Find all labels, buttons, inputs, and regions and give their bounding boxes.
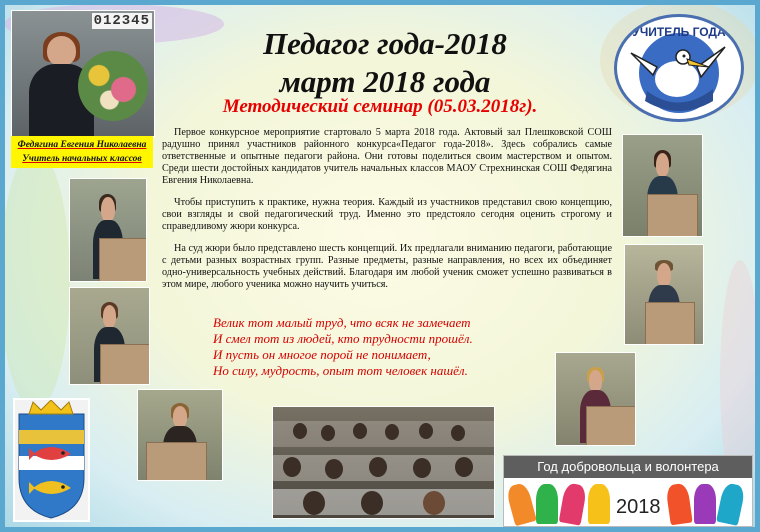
speaker-photo — [622, 134, 703, 237]
hand-icon — [694, 484, 716, 524]
hand-icon — [665, 483, 692, 526]
hand-icon — [536, 484, 558, 524]
hand-icon — [559, 482, 588, 525]
hand-icon — [505, 482, 537, 526]
speaker-photo — [555, 352, 636, 446]
page-title-date: март 2018 года — [279, 64, 491, 99]
logo-text: УЧИТЕЛЬ ГОДА — [632, 25, 726, 39]
audience-photo — [272, 406, 495, 519]
teacher-caption — [11, 136, 153, 168]
audience-row — [273, 489, 494, 515]
poem-line: И смел тот из людей, кто трудности прошёл. — [213, 331, 473, 346]
teacher-name: Федягина Евгения Николаевна — [17, 140, 147, 150]
seminar-subtitle: Методический семинар (05.03.2018г). — [222, 96, 538, 117]
article-paragraph: Чтобы приступить к практике, нужна теория. Каждый из участников представил свою концепцию, свои взгляды и свой педагогический труд. Именно это предстояло сегодня оценить строгому и справедливому жюри конкурса. — [162, 197, 612, 232]
coat-of-arms — [13, 398, 90, 522]
decor-blob — [0, 150, 70, 410]
poem-line: Велик тот малый труд, что всяк не замечает — [213, 315, 471, 330]
speaker-photo — [69, 178, 147, 282]
volunteer-year-banner — [503, 455, 753, 527]
hand-icon — [716, 482, 746, 526]
teacher-portrait-photo — [11, 10, 155, 137]
poem-line: Но силу, мудрость, опыт тот человек нашёл. — [213, 363, 468, 378]
poem — [213, 315, 573, 379]
teacher-of-year-logo — [614, 14, 744, 122]
teacher-role: Учитель начальных классов — [22, 154, 142, 164]
article-paragraph: Первое конкурсное мероприятие стартовало 5 марта 2018 года. Актовый зал Плешковской СОШ радушно принял участников районного конкурса«Педагог года-2018». Здесь собрались самые ответственные и опытные педагоги района. Они готовы поделиться своим мастерством и опытом. Среди шести достойных кандидатов учитель начальных классов МАОУ Стрехнинская СОШ Федягина Евгения Николаевна. — [162, 127, 612, 186]
audience-row — [273, 421, 494, 447]
audience-row — [273, 455, 494, 481]
speaker-photo — [69, 287, 150, 385]
volunteer-banner-title: Год добровольца и волонтера — [504, 456, 752, 478]
coat-of-arms-icon — [15, 400, 88, 520]
speaker-photo — [624, 244, 704, 345]
wall-counter: 012345 — [93, 13, 150, 29]
hand-icon — [588, 484, 610, 524]
volunteer-banner-year: 2018 — [616, 496, 661, 518]
article-body — [162, 127, 612, 301]
flower-bouquet — [78, 51, 148, 121]
page-title: Педагог года-2018 — [263, 26, 507, 61]
poem-line: И пусть он многое порой не понимает, — [213, 347, 431, 362]
article-paragraph: На суд жюри было представлено шесть концепций. Их предлагали вниманию педагоги, работающие с детьми разных возрастных групп. Разные предметы, разные направления, но всех их объединяет одно-универсальность учебных действий. Благодаря им любой ученик сможет успешно развиваться в этом мире, любого ученика можно научить учиться. — [162, 243, 612, 290]
speaker-photo — [137, 389, 223, 481]
